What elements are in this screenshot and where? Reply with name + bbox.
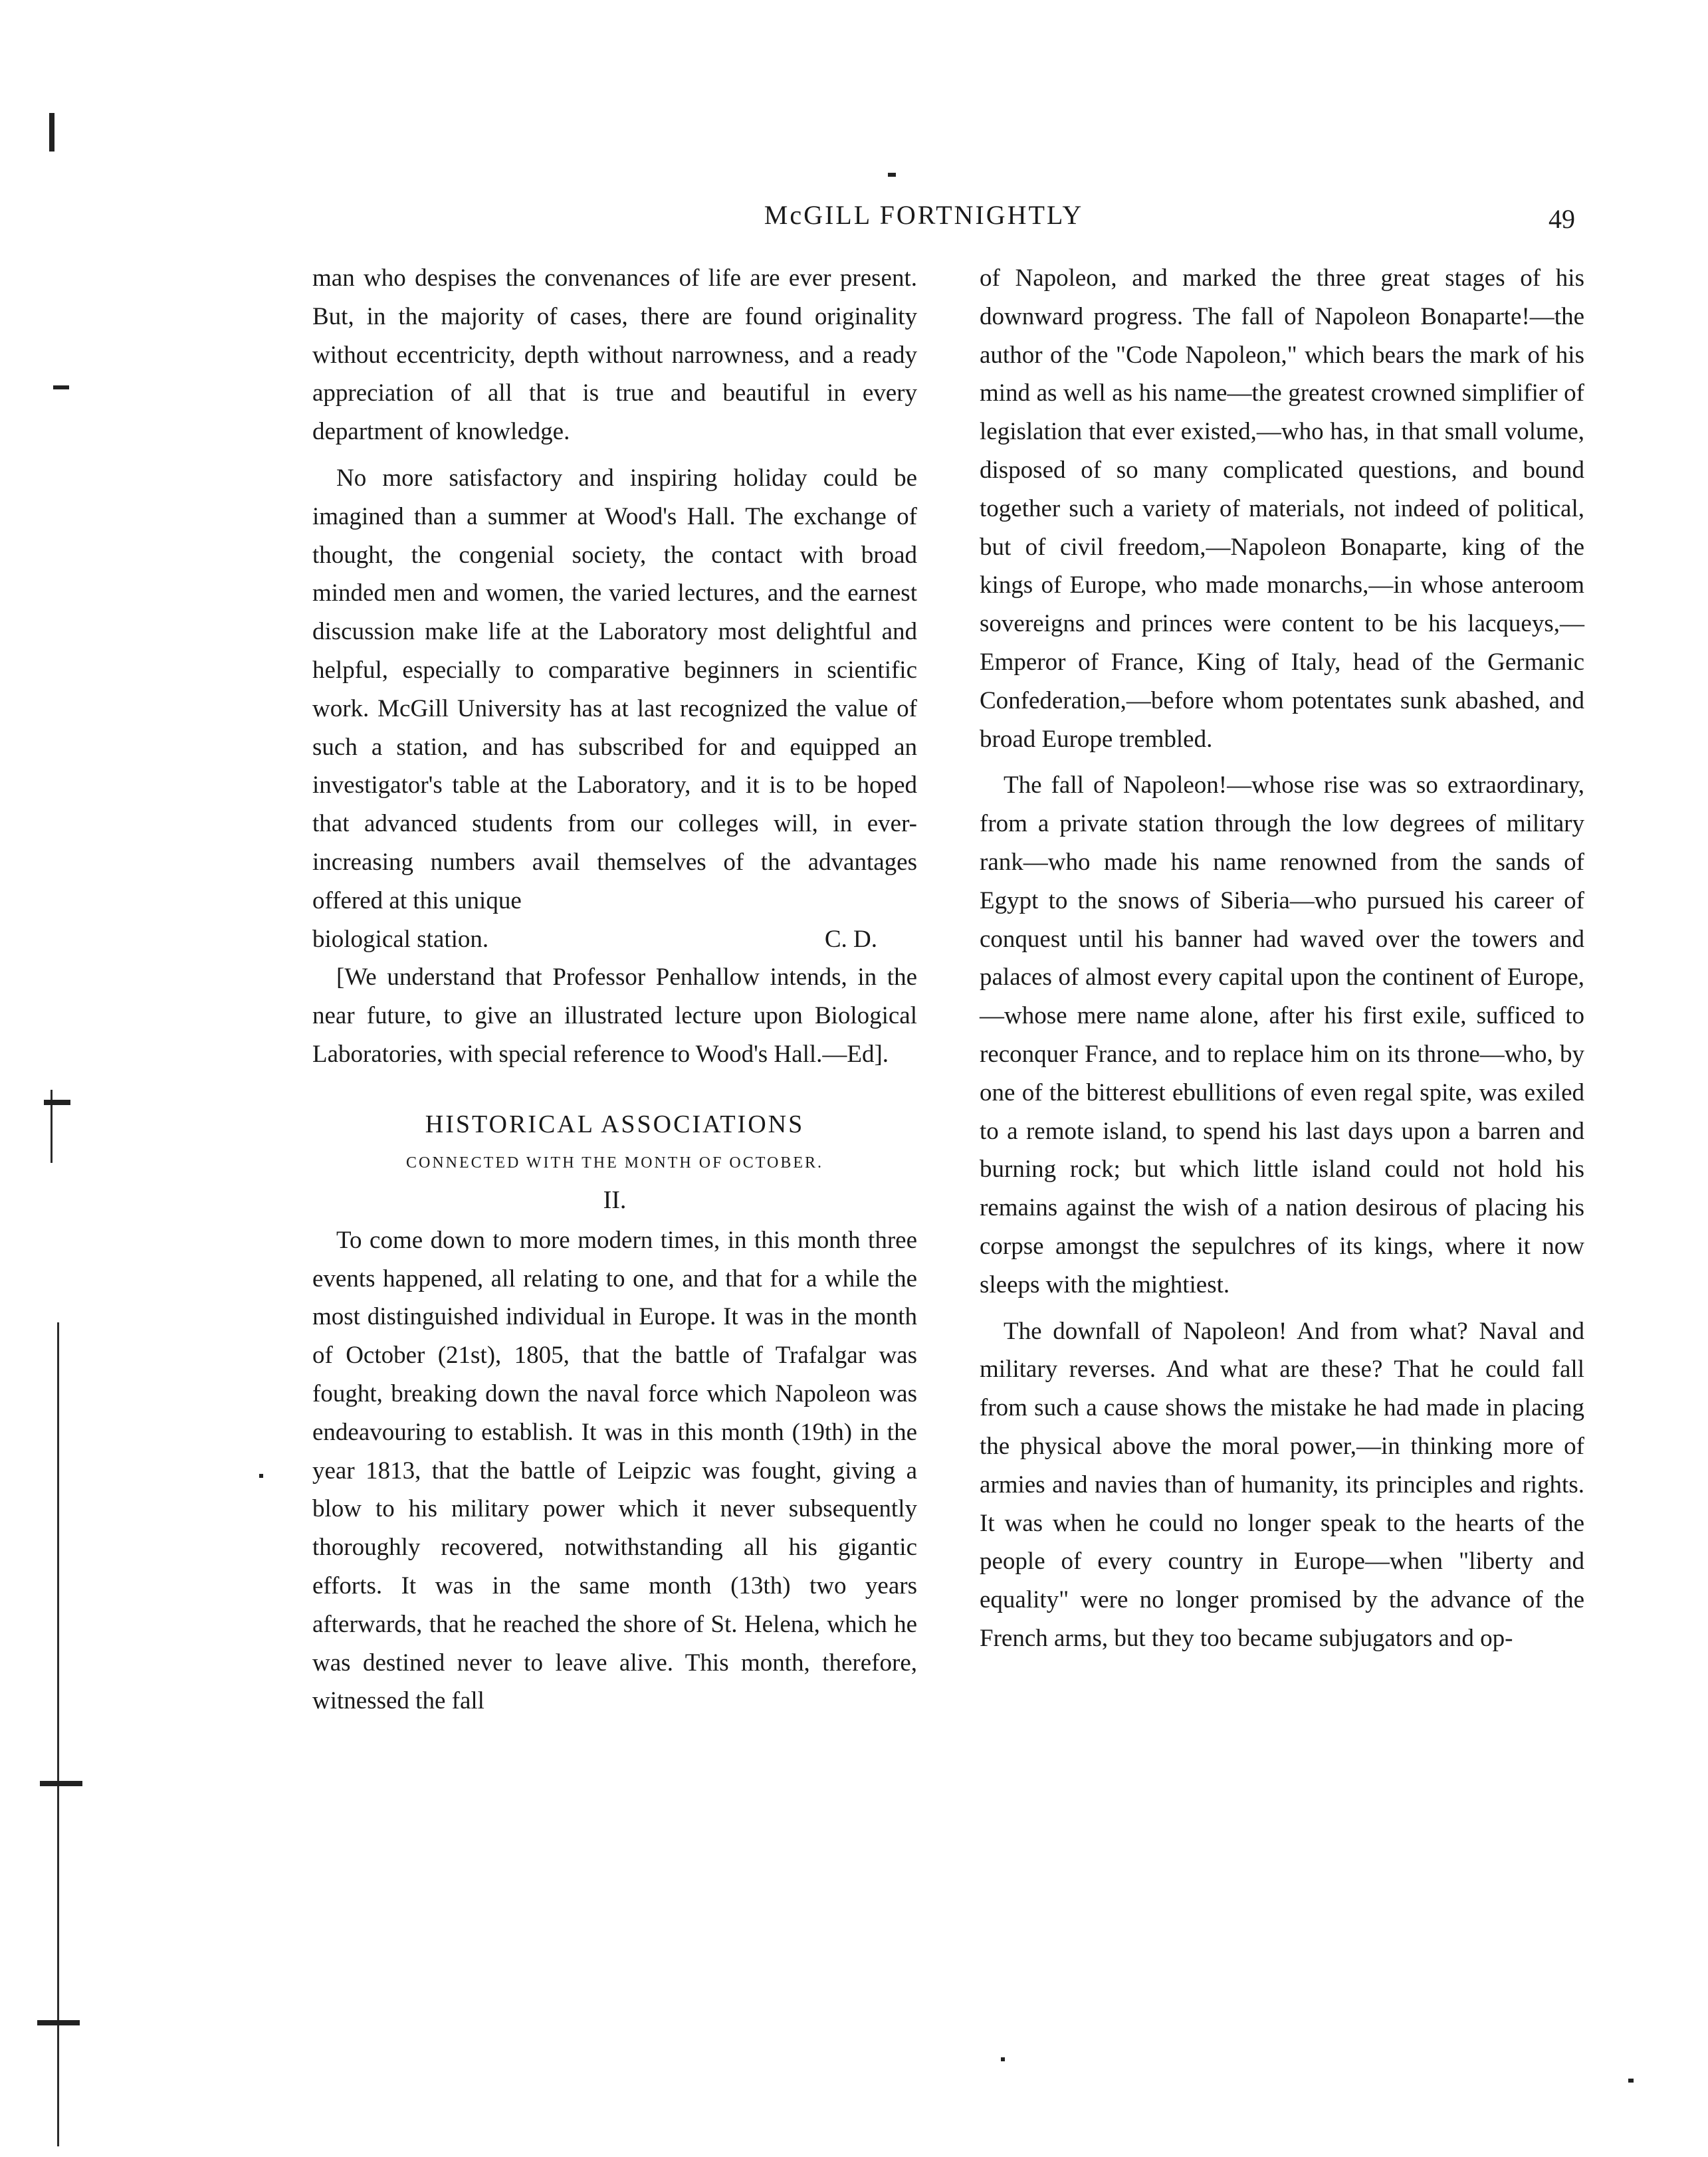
paragraph-text: No more satisfactory and inspiring holiday could be imagined than a summer at Wood's Hall. The exchange of thought, the congenial society, the contact with broad minded men and women, the varied lectures, and the earnest discussion make life at the Laboratory most delightful and helpful, especially to comparative beginners in scientific work. McGill University has at last recognized the value of such a station, and has subscribed for and equipped an investigator's table at the Laboratory, and it is to be hoped that advanced students from our colleges will, in ever-increasing numbers avail themselves of the advantages offered at this unique	[312, 464, 917, 914]
paragraph: man who despises the convenances of life are ever present. But, in the majority of cases, there are found originality without eccentricity, depth without narrowness, and a ready appreciation of all that is true and beautiful in every department of knowledge.	[312, 264, 917, 446]
scan-mark	[44, 1100, 70, 1105]
paragraph: of Napoleon, and marked the three great stages of his downward progress. The fall of Napoleon Bonaparte!—the author of the "Code Napoleon," which bears the mark of his mind as well as his name—the greatest crowned simplifier of legislation that ever existed,—who has, in that small volume, disposed of so many complicated questions, and bound together such a variety of materials, not indeed of political, but of civil freedom,—Napoleon Bonaparte, king of the kings of Europe, who made monarchs,—in whose anteroom sovereigns and princes were content to be his lacqueys,—Emperor of France, King of Italy, head of the Germanic Confederation,—before whom potentates sunk abashed, and broad Europe trembled.	[980, 264, 1584, 753]
scan-mark	[1628, 2079, 1634, 2083]
signature-line	[312, 920, 917, 959]
scan-mark	[49, 113, 54, 152]
section-title: HISTORICAL ASSOCIATIONS	[425, 1110, 805, 1138]
author-signature: C. D.	[824, 925, 877, 953]
paragraph: The fall of Napoleon!—whose rise was so extraordinary, from a private station through the low degrees of military rank—who made his name renowned from the sands of Egypt to the snows of Siberia—who pursued his career of conquest until his banner had waved over the towers and palaces of almost every capital upon the continent of Europe,—whose mere name alone, after his first exile, sufficed to reconquer France, and to replace him on its throne—who, by one of the bitterest ebullitions of even regal spite, was exiled to a remote island, to spend his last days upon a barren and burning rock; but which little island could not hold his remains against the wish of a nation desirous of placing his corpse amongst the sepulchres of its kings, where it now sleeps with the mightiest.	[980, 771, 1584, 1298]
scan-mark	[1001, 2057, 1005, 2061]
paragraph: The downfall of Napoleon! And from what? Naval and military reverses. And what are these? That he could fall from such a cause shows the mistake he had made in placing the physical above the moral power,—in thinking more of armies and navies than of humanity, its principles and rights. It was when he could no longer speak to the hearts of the people of every country in Europe—when "liberty and equality" were no longer promised by the advance of the French arms, but they too became subjugators and op-	[980, 1317, 1584, 1652]
running-head: McGILL FORTNIGHTLY	[764, 200, 1084, 230]
editor-note: [We understand that Professor Penhallow intends, in the near future, to give an illustrated lecture upon Biological Laboratories, with special reference to Wood's Hall.—Ed].	[312, 964, 917, 1068]
paragraph	[312, 459, 917, 920]
paragraph: To come down to more modern times, in this month three events happened, all relating to one, and that for a while the most distinguished individual in Europe. It was in the month of October (21st), 1805, that the battle of Trafalgar was fought, breaking down the naval force which Napoleon was endeavouring to establish. It was in this month (19th) in the year 1813, that the battle of Leipzic was fought, giving a blow to his military power which it never subsequently thoroughly recovered, notwithstanding all his gigantic efforts. It was in the same month (13th) two years afterwards, that he reached the shore of St. Helena, which he was destined never to leave alive. This month, therefore, witnessed the fall	[312, 1226, 917, 1715]
scan-mark	[40, 1781, 82, 1786]
left-column	[312, 259, 917, 1720]
scan-mark	[53, 385, 69, 389]
header-dash	[888, 173, 896, 177]
scan-mark	[37, 2020, 80, 2025]
scan-mark	[259, 1474, 263, 1478]
right-column	[980, 259, 1584, 1658]
section-number: II.	[603, 1185, 627, 1214]
section-subtitle: CONNECTED WITH THE MONTH OF OCTOBER.	[406, 1154, 823, 1172]
paragraph-closing: biological station.	[312, 925, 489, 953]
page-number: 49	[1548, 204, 1575, 234]
